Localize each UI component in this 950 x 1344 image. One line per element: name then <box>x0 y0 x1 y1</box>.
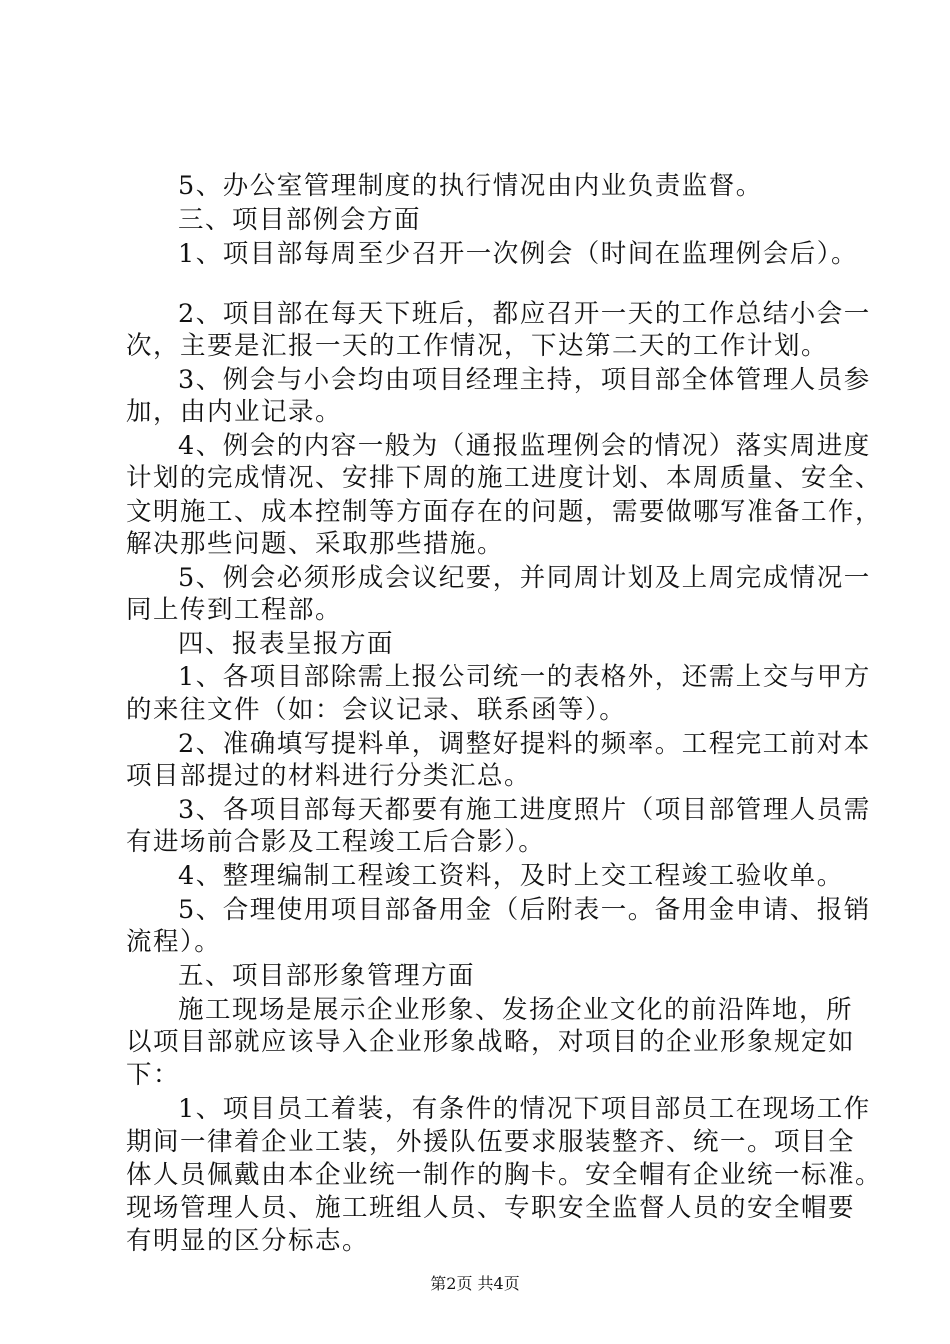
paragraph-line: 3、例会与小会均由项目经理主持，项目部全体管理人员参 <box>178 365 871 395</box>
paragraph-line: 体人员佩戴由本企业统一制作的胸卡。安全帽有企业统一标准。 <box>126 1160 883 1190</box>
paragraph-line: 1、项目部每周至少召开一次例会（时间在监理例会后）。 <box>178 239 858 269</box>
paragraph-line: 同上传到工程部。 <box>126 595 343 625</box>
paragraph-line: 5、例会必须形成会议纪要，并同周计划及上周完成情况一 <box>178 563 871 593</box>
paragraph-line: 2、准确填写提料单，调整好提料的频率。工程完工前对本 <box>178 729 871 759</box>
paragraph-line: 五、项目部形象管理方面 <box>178 961 476 991</box>
paragraph-line: 有进场前合影及工程竣工后合影）。 <box>126 827 546 857</box>
paragraph-line: 3、各项目部每天都要有施工进度照片（项目部管理人员需 <box>178 795 871 825</box>
paragraph-line: 以项目部就应该导入企业形象战略，对项目的企业形象规定如 <box>126 1027 856 1057</box>
paragraph-line: 四、报表呈报方面 <box>178 629 395 659</box>
paragraph-line: 有明显的区分标志。 <box>126 1226 370 1256</box>
paragraph-line: 解决那些问题、采取那些措施。 <box>126 529 505 559</box>
paragraph-line: 2、项目部在每天下班后，都应召开一天的工作总结小会一 <box>178 299 871 329</box>
paragraph-line: 施工现场是展示企业形象、发扬企业文化的前沿阵地，所 <box>178 995 854 1025</box>
paragraph-line: 项目部提过的材料进行分类汇总。 <box>126 761 532 791</box>
paragraph-line: 流程）。 <box>126 927 222 957</box>
paragraph-line: 4、例会的内容一般为（通报监理例会的情况）落实周进度 <box>178 431 871 461</box>
paragraph-line: 期间一律着企业工装，外援队伍要求服装整齐、统一。项目全 <box>126 1127 856 1157</box>
paragraph-line: 加，由内业记录。 <box>126 397 343 427</box>
paragraph-line: 现场管理人员、施工班组人员、专职安全监督人员的安全帽要 <box>126 1193 856 1223</box>
paragraph-line: 下： <box>126 1060 181 1090</box>
paragraph-line: 三、项目部例会方面 <box>178 205 422 235</box>
paragraph-line: 5、办公室管理制度的执行情况由内业负责监督。 <box>178 171 763 201</box>
paragraph-line: 1、各项目部除需上报公司统一的表格外，还需上交与甲方 <box>178 662 871 692</box>
page-footer: 第2页 共4页 <box>430 1274 520 1293</box>
paragraph-line: 文明施工、成本控制等方面存在的问题，需要做哪写准备工作， <box>126 497 883 527</box>
paragraph-line: 的来往文件（如：会议记录、联系函等）。 <box>126 695 627 725</box>
paragraph-line: 次，主要是汇报一天的工作情况，下达第二天的工作计划。 <box>126 331 829 361</box>
paragraph-line: 1、项目员工着装，有条件的情况下项目部员工在现场工作 <box>178 1094 871 1124</box>
paragraph-line: 5、合理使用项目部备用金（后附表一。备用金申请、报销 <box>178 895 871 925</box>
paragraph-line: 4、整理编制工程竣工资料，及时上交工程竣工验收单。 <box>178 861 844 891</box>
paragraph-line: 计划的完成情况、安排下周的施工进度计划、本周质量、安全、 <box>126 463 883 493</box>
